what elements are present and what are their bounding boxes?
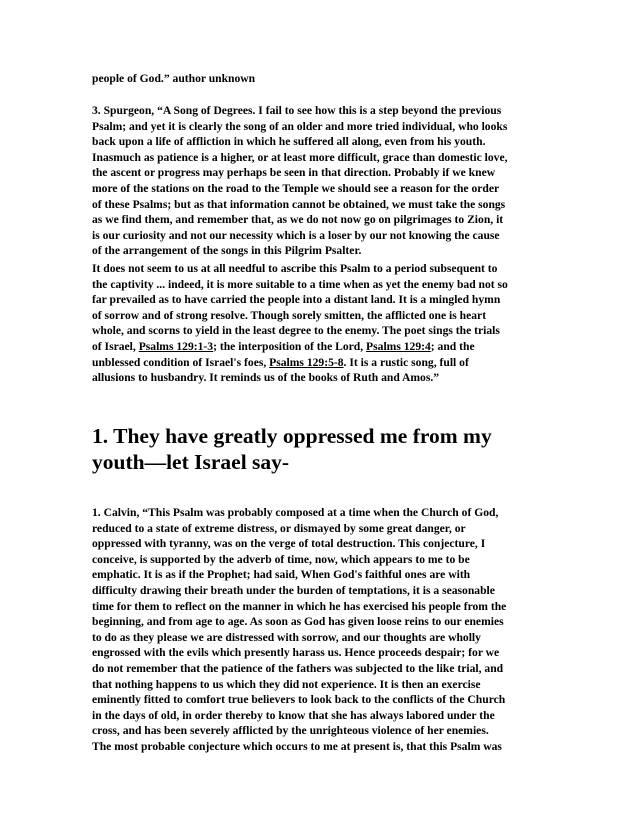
text-line: as we find them, and remember that, as we do not now go on pilgrimages to Zion, it [92, 213, 504, 227]
text-line: whole, and scorns to yield in the least degree to the enemy. The poet sings the trials [92, 324, 500, 338]
text-line: 3. Spurgeon, “A Song of Degrees. I fail to see how this is a step beyond the previous [92, 104, 502, 117]
text-segment: unblessed condition of Israel's foes, [92, 355, 270, 369]
text-line: Psalm; and yet it is clearly the song of an older and more tried individual, who looks [92, 119, 508, 133]
text-line: emphatic. It is as if the Prophet; had said, When God's faithful ones are with [92, 568, 471, 582]
paragraph-spurgeon-continued [92, 261, 562, 386]
text-line: the captivity ... indeed, it is more suitable to a time when as yet the enemy bad not so [92, 277, 508, 291]
paragraph-author-line [92, 71, 562, 87]
text-line: the ascent or progress may perhaps be seen in that direction. Probably if we knew [92, 166, 496, 180]
text-line: beginning, and from age to age. As soon as God has given loose reins to our enemies [92, 615, 504, 629]
text-line: do not remember that the patience of the fathers was subjected to the like trial, and [92, 661, 504, 675]
text-segment: ; and the [430, 339, 475, 353]
text-line: 1. Calvin, “This Psalm was probably composed at a time when the Church of God, [92, 506, 499, 519]
verse-heading [92, 423, 572, 475]
text-line: The most probable conjecture which occurs to me at present is, that this Psalm was [92, 739, 502, 753]
text-line: eminently fitted to comfort true believers to look back to the conflicts of the Church [92, 693, 506, 707]
text-line: time for them to reflect on the manner in which he has exercised his people from the [92, 599, 507, 613]
text-line: more of the stations on the road to the Temple we should see a reason for the order [92, 181, 500, 195]
text-line: conceive, is supported by the adverb of time, now, which appears to me to be [92, 552, 470, 566]
text-line: is our curiosity and not our necessity which is a loser by our not knowing the cause [92, 228, 500, 242]
scripture-link-psalms-129-1-3[interactable]: Psalms 129:1-3 [138, 339, 214, 353]
text-line: that nothing happens to us which they did not experience. It is then an exercise [92, 677, 481, 691]
text-line: allusions to husbandry. It reminds us of the books of Ruth and Amos.” [92, 371, 440, 385]
text-line: of sorrow and of strong resolve. Though sorely smitten, the afflicted one is heart [92, 308, 487, 322]
text-segment: ; the interposition of the Lord, [213, 339, 367, 353]
text-line: engrossed with the evils which presently harass us. Hence proceeds despair; for we [92, 646, 500, 660]
heading-line: youth—let Israel say- [92, 450, 290, 474]
text-line: difficulty drawing their breath under the burden of temptations, it is a seasonable [92, 583, 495, 597]
text-line: reduced to a state of extreme distress, or dismayed by some great danger, or [92, 521, 466, 535]
text-line: back upon a life of affliction in which he suffered all along, even from his youth. [92, 135, 486, 149]
text-line [92, 339, 562, 355]
text-line: of the arrangement of the songs in this Pilgrim Psalter. [92, 244, 362, 258]
text-line: far prevailed as to have carried the people into a distant land. It is a mingled hymn [92, 293, 501, 307]
text-line: cross, and has been severely afflicted by the unrighteous violence of her enemies. [92, 724, 489, 738]
text-line: people of God.” author unknown [92, 72, 256, 85]
scripture-link-psalms-129-5-8[interactable]: Psalms 129:5-8 [269, 355, 344, 369]
text-line: oppressed with tyranny, was on the verge of total destruction. This conjecture, I [92, 537, 486, 551]
heading-line: 1. They have greatly oppressed me from my [92, 424, 492, 448]
paragraph-calvin [92, 505, 562, 755]
paragraph-spurgeon [92, 103, 562, 259]
text-line: It does not seem to us at all needful to ascribe this Psalm to a period subsequent to [92, 262, 498, 275]
text-line: Inasmuch as patience is a higher, or at least more difficult, grace than domestic love, [92, 150, 508, 164]
text-line: to do as they please we are distressed with sorrow, and our thoughts are wholly [92, 630, 481, 644]
text-line [92, 355, 562, 371]
text-line: of these Psalms; but as that information cannot be obtained, we must take the songs [92, 197, 506, 211]
text-segment: . It is a rustic song, full of [343, 355, 469, 369]
text-line: in the days of old, in order thereby to know that she has always labored under the [92, 708, 495, 722]
scripture-link-psalms-129-4[interactable]: Psalms 129:4 [366, 339, 431, 353]
text-segment: of Israel, [92, 339, 139, 353]
